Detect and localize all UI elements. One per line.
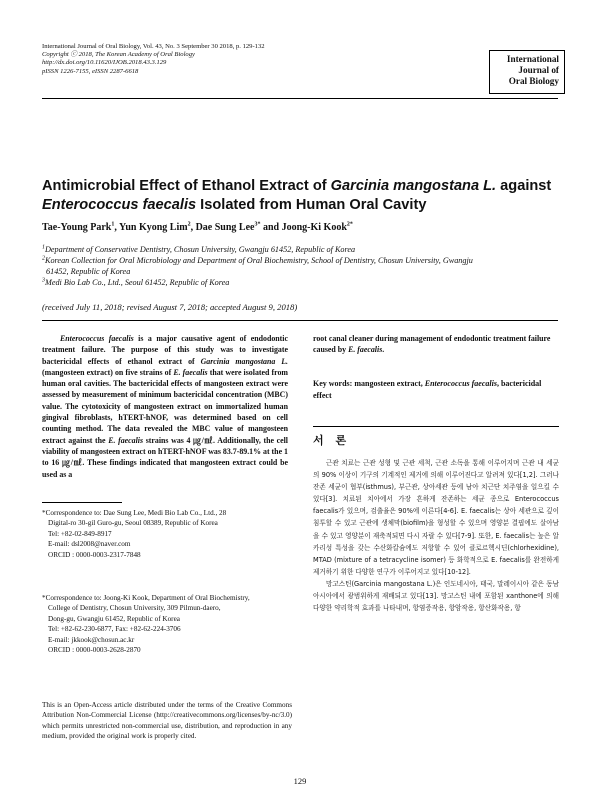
affiliation-text: Department of Conservative Dentistry, Chosun University, Gwangju 61452, Republic of Korea: [45, 245, 356, 254]
abstract-species: Enterococcus faecalis: [60, 334, 134, 343]
footnote-line: ORCID : 0000-0003-2317-7848: [48, 550, 141, 559]
affiliation-2-cont: 61452, Republic of Korea: [46, 267, 131, 276]
author-separator: ,: [114, 222, 120, 233]
journal-name-box: [489, 50, 565, 94]
issn-line: pISSN 1226-7155, eISSN 2287-6618: [42, 67, 139, 75]
keywords-text: mangosteen extract,: [352, 379, 425, 388]
journal-name-line: Journal of: [518, 65, 559, 76]
title-text: against: [496, 178, 552, 194]
abstract-span: (mangosteen extract) on five strains of: [42, 367, 174, 377]
abstract-text: [42, 333, 288, 480]
correspondence-footnote-1: [42, 508, 292, 560]
abstract-span: is a major causative agent of endodontic treatment failure. The purpose of this study was to investigate bactericidal effects of ethanol extract of: [42, 334, 288, 366]
title-species: Garcinia mangostana L.: [330, 178, 497, 194]
page-number: 129: [293, 776, 307, 786]
keywords-text: , bactericidal effect: [313, 379, 542, 400]
received-dates: (received July 11, 2018; revised August 7, 2018; accepted August 9, 2018): [42, 302, 298, 312]
footnote-email[interactable]: E-mail: dsl2008@naver.com: [48, 540, 131, 549]
title-species: Enterococcus faecalis: [42, 197, 197, 213]
author-sup: 2*: [346, 221, 353, 228]
footnote-line: *Correspondence to: Dae Sung Lee, Medi Bio Lab Co., Ltd., 28: [42, 509, 227, 517]
header-divider: [42, 98, 558, 99]
footnote-line: *Correspondence to: Joong-Ki Kook, Department of Oral Biochemistry,: [42, 594, 250, 602]
keywords: [313, 378, 559, 402]
author-sup: 3*: [254, 221, 261, 228]
doi-link[interactable]: http://dx.doi.org/10.11620/IJOB.2018.43.3.129: [42, 59, 167, 67]
title-text: Isolated from Human Oral Cavity: [196, 197, 427, 213]
affiliations: [42, 244, 562, 288]
paragraph: 망고스틴(Garcinia mangostana L.)은 인도네시아, 태국, 말레이시아 같은 동남아시아에서 광범위하게 재배되고 있다[13]. 망고스틴 내에 포함된 xanthone에 의해 다양한 약리학적 효과를 나타내며, 항염증작용, 항암작용, 항산화작용, 항: [313, 579, 559, 613]
author-separator: ,: [190, 222, 196, 233]
abstract-species: Garcinia mangostana L.: [200, 356, 289, 366]
footnote-line: Dong-gu, Gwangju 61452, Republic of Korea: [48, 614, 180, 623]
author-name: Yun Kyong Lim: [119, 222, 188, 233]
author-name: Joong-Ki Kook: [281, 222, 347, 233]
abstract-species: E. faecalis: [173, 367, 208, 377]
affiliation-sup: 3: [42, 277, 45, 284]
keywords-species: Enterococcus faecalis: [424, 379, 497, 388]
journal-name-line: Oral Biology: [508, 76, 559, 87]
author-list: [42, 222, 562, 233]
journal-name-line: International: [506, 54, 559, 64]
affiliation-1: [42, 244, 562, 255]
affiliation-sup: 1: [42, 244, 45, 251]
introduction-body: [313, 457, 559, 614]
footnote-line: Tel: +82-02-849-8917: [48, 529, 112, 538]
author-name: Dae Sung Lee: [195, 222, 255, 233]
abstract-divider: [42, 320, 558, 321]
abstract-span: that were isolated from human oral cavities. The bactericidal effects of mangosteen extract were assessed by measurement of minimum bactericidal concentration (MBC) value. The cytotoxicity of mangosteen extract on immortalized human gingival fibroblasts, hTERT-hNOF, was determined based on cell counting method. The data revealed the MBC value of mangosteen extract against the: [42, 367, 289, 445]
abstract-span: root canal cleaner during management of endodontic treatment failure caused by: [313, 334, 551, 355]
correspondence-footnote-2: [42, 593, 292, 655]
journal-citation: International Journal of Oral Biology, Vol. 43, No. 3 September 30 2018, p. 129-132: [42, 43, 265, 50]
footnote-email[interactable]: E-mail: jkkook@chosun.ac.kr: [48, 635, 135, 644]
section-heading: 서 론: [313, 434, 351, 447]
journal-metadata: [42, 43, 382, 76]
footnote-line: College of Dentistry, Chosun University, 309 Pilmun-daero,: [48, 604, 221, 613]
footnote-line: Tel: +82-62-230-6877, Fax: +82-62-224-3706: [48, 625, 181, 634]
abstract-span: .: [382, 345, 385, 355]
title-text: Antimicrobial Effect of Ethanol Extract of: [42, 178, 331, 194]
affiliation-text: Medi Bio Lab Co., Ltd., Seoul 61452, Republic of Korea: [45, 278, 230, 287]
open-access-notice: This is an Open-Access article distributed under the terms of the Creative Commons Attribution Non-Commercial License (http://creativecommons.org/licenses/by-nc/3.0) which permits unrestricted non-commercial use, distribution, and reproduction in any medium, provided the original work is properly cited.: [42, 701, 292, 741]
paragraph: 근관 치료는 근관 성형 및 근관 세척, 근관 소독을 통해 이루어지며 근관 내 세균의 90% 이상이 기구의 기계적인 제거에 의해 이루어진다고 알려져 있다[1,2]. 그러나 잔존 세균이 협부(isthmus), 부근관, 상아세관 등에 남아 치근단 치주염을 일으킬 수 있다[3]. 치료된 치아에서 가장 흔하게 잔존하는 세균 종으로 Enterococcus faecalis가 있으며, 검출율은 90%에 이른다[4-6]. E. faecalis는 상아 세관으로 깊이 침투할 수 있고 근관에 생체막(biofilm)을 형성할 수 있으며 영양분 결핍에도 살아남을 수 있고 영양분이 재축적되면 다시 자랄 수 있다[7-9]. 또한, E. faecalis는 높은 알카리성 특성을 갖는 수산화칼슘에도 저항할 수 있어 클로르헥시딘(chlorhexidine), MTAD (mixture of a tetracycline isomer) 등 화학적으로 E. faecalis를 완전하게 제거하기 위한 다양한 연구가 이루어지고 있다[10-12].: [313, 459, 559, 576]
affiliation-3: [42, 277, 562, 288]
affiliation-sup: 2: [42, 255, 45, 262]
affiliation-2: [42, 255, 562, 266]
abstract-species: E. faecalis: [348, 345, 383, 355]
copyright-line: Copyright ⓒ 2018, The Korean Academy of Oral Biology: [42, 51, 195, 59]
abstract-span: strains was 4 ㎍/㎖. Additionally, the cell viability of mangosteen extract on hTERT-hNOF was 83.7-89.1% at the 1 to 16 ㎍/㎖. These findings indicated that mangosteen extract could be used as a: [42, 435, 288, 479]
affiliation-text: Korean Collection for Oral Microbiology and Department of Oral Biochemistry, School of Dentistry, Chosun University, Gwangju: [45, 256, 473, 265]
author-separator: and: [260, 222, 282, 233]
author-name: Tae-Young Park: [42, 222, 112, 233]
section-divider: [313, 426, 559, 427]
keywords-label: Key words:: [313, 379, 353, 388]
abstract-species: E. faecalis: [108, 435, 144, 445]
author-sup: 1: [111, 221, 115, 228]
abstract-continuation: [313, 333, 559, 356]
author-sup: 2: [187, 221, 191, 228]
footnote-line: ORCID : 0000-0003-2628-2870: [48, 646, 141, 655]
footnote-line: Digital-ro 30-gil Guro-gu, Seoul 08389, Republic of Korea: [48, 519, 218, 528]
article-title: [42, 177, 562, 215]
footnote-divider: [42, 502, 122, 503]
